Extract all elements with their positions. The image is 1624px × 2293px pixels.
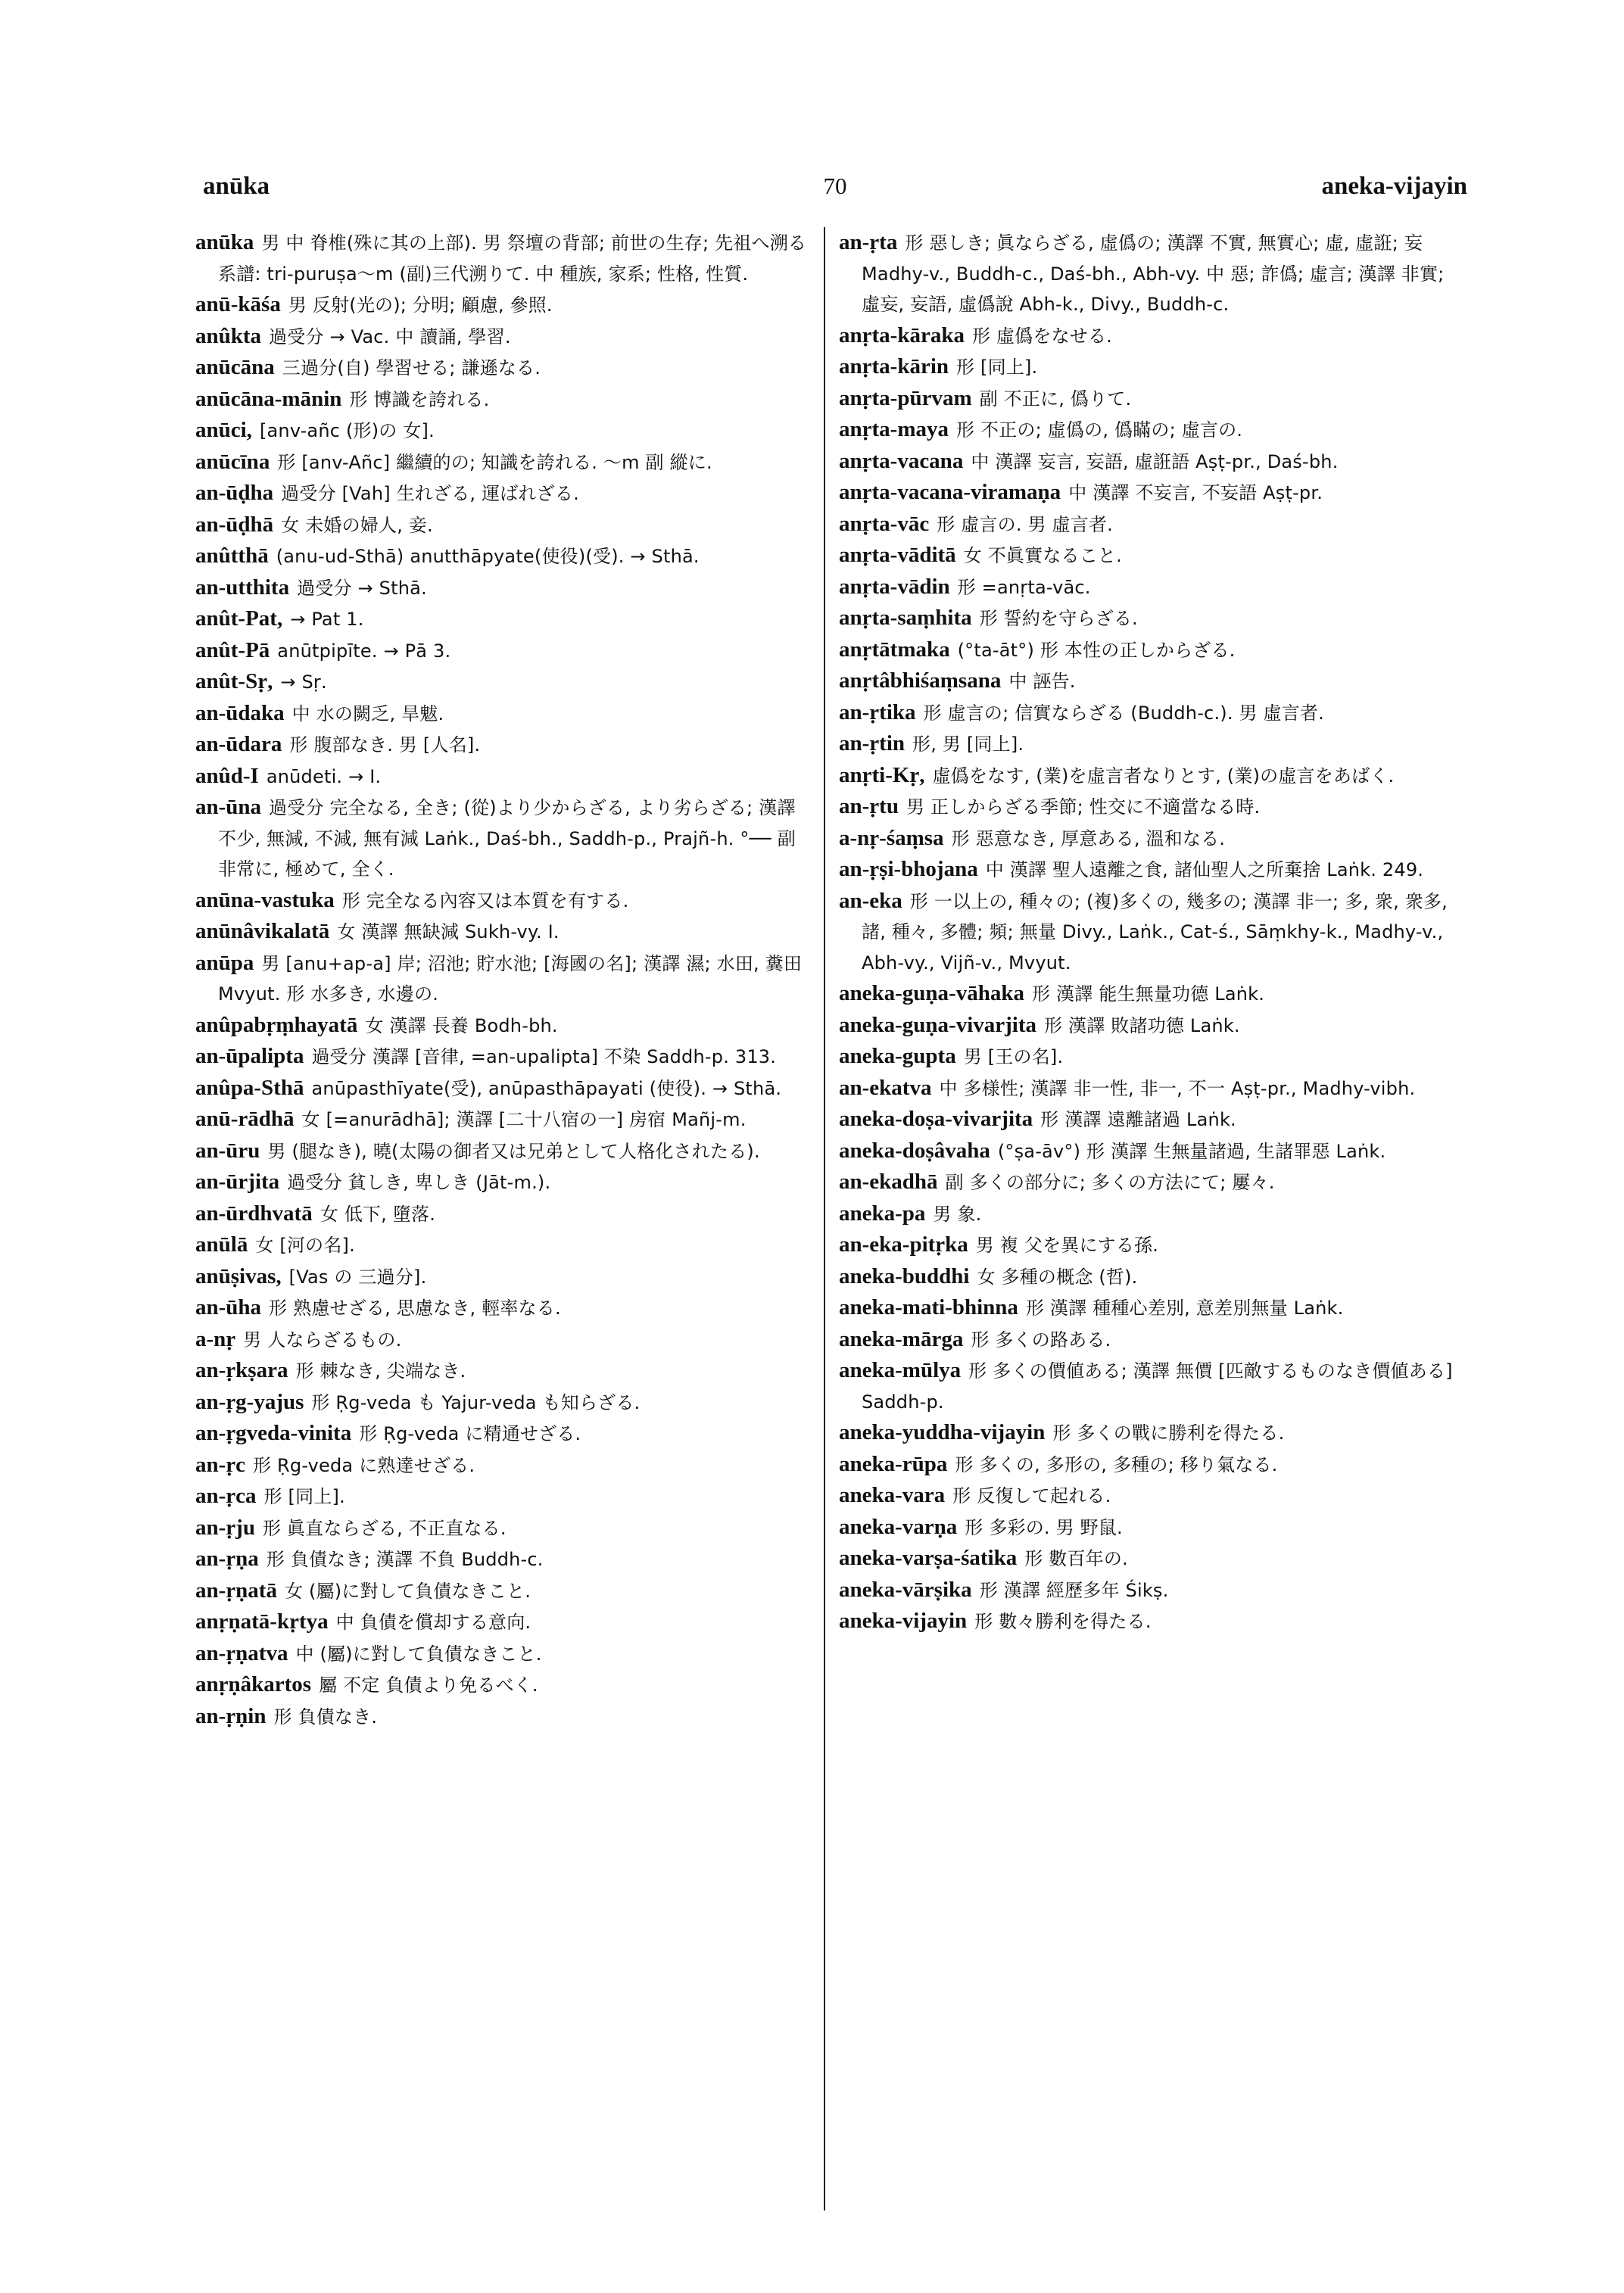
dictionary-entry [195,541,810,572]
definition: 形 熟慮せざる, 思慮なき, 輕率なる. [269,1298,561,1319]
headword: an-ūna [195,795,262,819]
dictionary-entry [839,791,1467,823]
definition: 形 Ṛg-veda に熟達せざる. [253,1454,475,1476]
dictionary-entry [195,1387,810,1419]
headword: anût-Pat, [195,606,283,631]
headword: an-ṛṇatva [195,1640,288,1665]
definition: (anu-ud-Sthā) anutthāpyate(使役)(受). → Sthā. [276,546,700,567]
dictionary-entry [195,447,810,478]
definition: 形 [同上]. [263,1486,345,1507]
dictionary-entry [839,1449,1467,1481]
definition: 女 未婚の婦人, 妾. [281,514,433,536]
headword: an-ekadhā [839,1170,938,1194]
dictionary-entry [195,384,810,416]
headword: anṛta-vāc [839,511,930,536]
headword: an-eka-pitṛka [839,1232,968,1257]
definition: 形 多くの戰に勝利を得たる. [1052,1422,1285,1444]
dictionary-entry [839,1543,1467,1575]
definition: 中 負債を償却する意向. [335,1612,531,1633]
dictionary-entry [839,1417,1467,1449]
dictionary-entry [195,1575,810,1607]
headword: anū-kāśa [195,292,281,316]
definition: 形 反復して起れる. [952,1485,1111,1506]
headword: an-ṛca [195,1484,257,1508]
dictionary-entry [839,1324,1467,1356]
dictionary-entry [195,885,810,917]
headword: an-ṛkṣara [195,1358,288,1382]
definition: → Pat 1. [290,609,364,630]
definition: 形 [anv-Añc] 繼續的の; 知識を誇れる. 〜m 副 縱に. [277,451,712,473]
headword: a-nṛ [195,1326,236,1351]
definition: 形 漢譯 經歷多年 Śikṣ. [979,1579,1169,1601]
headword: anūcīna [195,449,270,474]
headword: anūnâvikalatā [195,919,330,943]
definition: 女 漢譯 長養 Bodh-bh. [365,1014,558,1036]
dictionary-entry [195,1355,810,1387]
headword: aneka-guṇa-vāhaka [839,981,1024,1005]
dictionary-entry [839,320,1467,352]
definition: 中 漢譯 不妄言, 不妄語 Aṣṭ-pr. [1068,482,1323,503]
headword: an-ṛtika [839,699,916,724]
dictionary-entry [195,1418,810,1450]
headword: anṛta-vādin [839,574,950,599]
definition: 男 [anu+ap-a] 岸; 沼池; 貯水池; [海國の名]; 漢譯 濕; 水田, 糞田 Mvyut. 形 水多き, 水邊の. [218,952,803,1005]
dictionary-entry [839,728,1467,760]
dictionary-entry [195,792,810,885]
headword: an-ṛṣi-bhojana [839,857,978,881]
headword: anût-Sṛ, [195,669,273,693]
dictionary-entry [195,1606,810,1638]
page-number: 70 [823,173,847,199]
headword: an-ekatva [839,1075,932,1100]
headword: anūcāna [195,355,275,379]
definition: 男 反射(光の); 分明; 顧慮, 參照. [288,294,553,316]
headword: an-ṛtu [839,794,899,818]
definition: 女 低下, 墮落. [320,1203,436,1225]
dictionary-entry [839,1480,1467,1512]
definition: 虛僞をなす, (業)を虛言者なりとす, (業)の虛言をあばく. [932,765,1395,787]
dictionary-entry [195,916,810,948]
dictionary-entry [195,289,810,321]
definition: 男 人ならざるもの. [243,1329,402,1351]
dictionary-entry [839,603,1467,634]
dictionary-entry [195,1701,810,1733]
headword: aneka-varṇa [839,1514,958,1539]
headword: aneka-vārṣika [839,1577,972,1602]
running-head-right: aneka-vijayin [1321,173,1467,200]
definition: 男 複 父を異にする孫. [975,1235,1159,1256]
definition: anūpasthīyate(受), anūpasthāpayati (使役). → Sthā. [311,1077,782,1099]
headword: anṛta-vacana-viramaṇa [839,480,1061,504]
definition: 女 [=anurādhā]; 漢譯 [二十八宿の一] 房宿 Mañj-m. [301,1109,747,1130]
headword: an-ṛg-yajus [195,1389,304,1414]
headword: an-ūḍhā [195,512,274,537]
headword: anûtthā [195,544,269,568]
definition: 形 多彩の. 男 野鼠. [965,1516,1123,1538]
definition: 中 水の闕乏, 旱魃. [291,703,444,724]
dictionary-entry [839,886,1467,979]
definition: 形 多くの價値ある; 漢譯 無價 [匹敵するものなき價値ある] Saddh-p. [862,1360,1453,1413]
dictionary-entry [839,665,1467,697]
headword: an-ṛtin [839,731,905,756]
dictionary-entry [195,1544,810,1575]
dictionary-entry [195,1638,810,1670]
dictionary-entry [839,1041,1467,1073]
definition: 三過分(自) 學習せる; 謙遜なる. [282,357,541,379]
headword: aneka-vara [839,1483,946,1507]
dictionary-entry [839,1261,1467,1293]
dictionary-entry [839,540,1467,572]
definition: 形 虛僞をなせる. [971,325,1113,347]
definition: → Sṛ. [280,671,327,693]
definition: 形 棘なき, 尖端なき. [295,1360,466,1382]
headword: anṛtâbhiśaṃsana [839,668,1002,693]
headword: anṛta-maya [839,417,949,441]
definition: 女 漢譯 無缺減 Sukh-vy. I. [337,921,560,942]
headword: aneka-mati-bhinna [839,1295,1018,1319]
definition: 女 多種の概念 (哲). [977,1266,1138,1288]
dictionary-entry [839,1073,1467,1104]
headword: anṛta-vāditā [839,543,956,567]
dictionary-entry [839,227,1467,320]
dictionary-entry [195,761,810,793]
headword: aneka-mārga [839,1326,964,1351]
headword: anûpabṛṃhayatā [195,1012,358,1037]
dictionary-entry [839,1292,1467,1324]
headword: anṛṇâkartos [195,1672,312,1696]
dictionary-entry [839,634,1467,666]
dictionary-entry [195,352,810,384]
dictionary-entry [195,1198,810,1230]
headword: anṛtātmaka [839,637,950,662]
definition: 形 眞直ならざる, 不正直なる. [262,1517,507,1539]
definition: 男 正しからざる季節; 性交に不適當なる時. [906,796,1261,818]
dictionary-entry [195,1324,810,1356]
dictionary-entry [839,1355,1467,1417]
definition: 形 一以上の, 種々の; (複)多くの, 幾多の; 漢譯 非一; 多, 衆, 衆多, 諸, 種々, 多體; 頻; 無量 Divy., Laṅk., Cat-ś., Sāṃkhy-k., Madhy-v., Abh-vy., Vijñ-v., Mvyut. [862,890,1448,974]
dictionary-entry [839,1229,1467,1261]
headword: aneka-mūlya [839,1358,962,1382]
dictionary-entry [839,823,1467,855]
definition: 形 多くの路ある. [971,1329,1111,1351]
headword: anūna-vastuka [195,887,335,912]
definition: 形 數百年の. [1024,1548,1128,1569]
definition: 過受分 [Vah] 生れざる, 運ばれざる. [281,483,579,504]
dictionary-entry [195,1450,810,1481]
definition: 過受分 → Vac. 中 讀誦, 學習. [269,326,511,347]
dictionary-entry [195,1073,810,1104]
definition: 形 數々勝利を得たる. [974,1611,1152,1632]
headword: aneka-pa [839,1201,926,1226]
dictionary-entry [195,666,810,698]
definition: [Vas の 三過分]. [288,1266,427,1288]
headword: an-ṛta [839,230,898,254]
definition: 形 惡意なき, 厚意ある, 溫和なる. [951,827,1226,849]
headword: an-ūdaka [195,700,285,725]
headword: anṛta-vacana [839,448,964,473]
dictionary-entry [839,978,1467,1010]
dictionary-entry [195,1513,810,1544]
dictionary-entry [195,948,810,1010]
headword: an-ṛc [195,1452,246,1477]
definition: (°ta-āt°) 形 本性の正しからざる. [957,639,1236,661]
left-column [195,227,810,1732]
headword: aneka-guṇa-vivarjita [839,1012,1036,1037]
definition: 形 漢譯 種種心差別, 意差別無量 Laṅk. [1025,1298,1344,1319]
definition: 形 漢譯 敗諸功德 Laṅk. [1044,1014,1240,1036]
headword: an-ṛgveda-vinita [195,1421,352,1445]
headword: anûpa-Sthā [195,1075,304,1100]
definition: 屬 不定 負債より免るべく. [319,1675,538,1696]
dictionary-entry [839,1136,1467,1167]
headword: an-ṛṇin [195,1703,267,1728]
headword: aneka-buddhi [839,1263,970,1288]
dictionary-entry [839,854,1467,886]
dictionary-entry [195,1136,810,1167]
dictionary-entry [195,227,810,289]
dictionary-entry [839,446,1467,478]
definition: 男 象. [933,1203,982,1225]
definition: 形 負債なき. [273,1706,378,1728]
definition: [anv-añc (形)の 女]. [259,420,435,441]
headword: anût-Pā [195,637,270,662]
definition: 形 誓約を守らざる. [979,608,1138,629]
dictionary-entry [195,1481,810,1513]
headword: a-nṛ-śaṃsa [839,825,944,850]
dictionary-entry [195,1104,810,1136]
dictionary-entry [839,1198,1467,1230]
headword: aneka-doṣa-vivarjita [839,1107,1033,1131]
running-head-left: anūka [203,173,270,200]
headword: anṛta-saṃhita [839,606,972,630]
headword: anṛta-kāraka [839,322,965,347]
definition: 形 漢譯 遠離諸過 Laṅk. [1040,1109,1236,1130]
headword: an-eka [839,888,902,913]
dictionary-entry [839,1010,1467,1042]
dictionary-entry [195,509,810,541]
definition: 男 中 脊椎(殊に其の上部). 男 祭壇の背部; 前世の生存; 先祖へ溯る系譜: tri-puruṣa〜m (副)三代溯りて. 中 種族, 家系; 性格, 性質. [218,232,807,285]
definition: 過受分 漢譯 [音律, =an-upalipta] 不染 Saddh-p. 313. [311,1046,777,1067]
dictionary-entry [839,477,1467,509]
definition: 形 Ṛg-veda も Yajur-veda も知らざる. [311,1391,641,1413]
headword: anūṣivas, [195,1263,282,1288]
definition: 中 漢譯 聖人遠離之食, 諸仙聖人之所棄捨 Laṅk. 249. [985,859,1424,880]
definition: 形 腹部なき. 男 [人名]. [289,734,481,756]
definition: 中 (屬)に對して負債なきこと. [295,1643,542,1665]
headword: anṛta-kārin [839,354,949,379]
headword: anūpa [195,950,254,975]
headword: an-ṛṇa [195,1547,259,1571]
definition: 形 完全なる內容又は本質を有する. [341,889,629,911]
dictionary-entry [839,572,1467,603]
headword: an-ūpalipta [195,1044,304,1068]
headword: anūcāna-mānin [195,386,342,411]
dictionary-entry [839,1606,1467,1637]
headword: an-ūdara [195,732,282,756]
dictionary-entry [195,415,810,447]
definition: 女 (屬)に對して負債なきこと. [284,1580,531,1602]
dictionary-entry [195,603,810,635]
definition: 中 多様性; 漢譯 非一性, 非一, 不一 Aṣṭ-pr., Madhy-vibh. [939,1077,1416,1099]
headword: anūci, [195,418,252,442]
dictionary-entry [839,1104,1467,1136]
page-header [203,173,1467,206]
dictionary-entry [195,1292,810,1324]
headword: anûkta [195,323,262,348]
definition: 形 =anṛta-vāc. [957,576,1091,598]
dictionary-entry [839,1512,1467,1544]
definition: 形 [同上]. [956,357,1038,378]
definition: 形 虛言の; 信實ならざる (Buddh-c.). 男 虛言者. [923,702,1324,724]
headword: an-ūha [195,1295,262,1319]
headword: anṛṇatā-kṛtya [195,1609,329,1634]
headword: aneka-vijayin [839,1609,968,1633]
dictionary-entry [839,760,1467,792]
headword: an-ūru [195,1138,260,1163]
right-column [839,227,1467,1637]
headword: anūka [195,230,254,254]
headword: anūlā [195,1232,248,1257]
dictionary-entry [839,351,1467,383]
definition: 過受分 完全なる, 全き; (從)より少からざる, より劣らざる; 漢譯 不少, 無減, 不減, 無有減 Laṅk., Daś-bh., Saddh-p., Prajñ-h. °── 副 非常に, 極めて, 全く. [218,797,796,880]
definition: 形 不正の; 虛僞の, 僞瞞の; 虛言の. [955,419,1243,441]
dictionary-entry [195,478,810,509]
definition: 女 [河の名]. [255,1235,355,1256]
headword: an-ūrjita [195,1170,280,1194]
headword: an-ṛṇatā [195,1578,277,1603]
definition: 形 漢譯 能生無量功德 Laṅk. [1031,983,1265,1005]
dictionary-entry [839,509,1467,541]
headword: anṛti-Kṛ, [839,762,925,787]
headword: aneka-rūpa [839,1451,948,1476]
headword: aneka-yuddha-vijayin [839,1420,1046,1444]
dictionary-entry [839,414,1467,446]
dictionary-entry [195,635,810,667]
headword: an-ūrdhvatā [195,1201,313,1226]
headword: aneka-varṣa-śatika [839,1546,1018,1570]
headword: anûd-I [195,763,259,788]
definition: 中 漢譯 妄言, 妄語, 虛誑語 Aṣṭ-pr., Daś-bh. [971,450,1339,472]
headword: an-utthita [195,575,290,600]
dictionary-entry [839,383,1467,415]
definition: 男 (腿なき), 曉(太陽の御者又は兄弟として人格化されたる). [267,1140,760,1162]
dictionary-entry [195,1167,810,1198]
definition: 形 博識を誇れる. [349,388,490,410]
definition: 中 誣告. [1008,671,1076,692]
dictionary-entry [839,697,1467,729]
definition: 女 不眞實なること. [963,545,1122,566]
dictionary-entry [195,321,810,353]
headword: anṛta-pūrvam [839,385,972,410]
dictionary-entry [195,1261,810,1293]
headword: anū-rādhā [195,1107,295,1131]
dictionary-entry [195,729,810,761]
definition: 形 惡しき; 眞ならざる, 虛僞の; 漢譯 不實, 無實心; 虛, 虛誑; 妄 Madhy-v., Buddh-c., Daś-bh., Abh-vy. 中 惡; 詐僞; 虛言; 漢譯 非實; 虛妄, 妄語, 虛僞說 Abh-k., Divy., Buddh-c. [862,232,1445,315]
headword: aneka-gupta [839,1044,956,1068]
definition: 男 [王の名]. [963,1046,1064,1067]
dictionary-entry [195,698,810,730]
definition: 過受分 貧しき, 卑しき (Jāt-m.). [287,1172,551,1193]
definition: 副 多くの部分に; 多くの方法にて; 屢々. [945,1172,1275,1193]
definition: 副 不正に, 僞りて. [979,388,1132,410]
headword: an-ṛju [195,1515,255,1540]
definition: (°ṣa-āv°) 形 漢譯 生無量諸過, 生諸罪惡 Laṅk. [997,1140,1386,1162]
definition: 形, 男 [同上]. [912,734,1024,755]
definition: 形 Ṛg-veda に精通せざる. [359,1423,581,1444]
dictionary-entry [195,1669,810,1701]
definition: anūdeti. → I. [266,765,382,787]
column-divider [824,227,825,2210]
headword: aneka-doṣâvaha [839,1138,990,1163]
headword: an-ūḍha [195,481,274,505]
definition: 形 多くの, 多形の, 多種の; 移り氣なる. [955,1453,1278,1475]
dictionary-entry [195,1041,810,1073]
dictionary-entry [195,572,810,604]
definition: 過受分 → Sthā. [297,577,427,599]
definition: 形 負債なき; 漢譯 不負 Buddh-c. [266,1549,544,1570]
dictionary-entry [195,1229,810,1261]
dictionary-entry [195,1010,810,1042]
dictionary-entry [839,1575,1467,1606]
dictionary-entry [839,1167,1467,1198]
definition: anūtpipīte. → Pā 3. [277,640,451,662]
definition: 形 虛言の. 男 虛言者. [937,513,1113,535]
